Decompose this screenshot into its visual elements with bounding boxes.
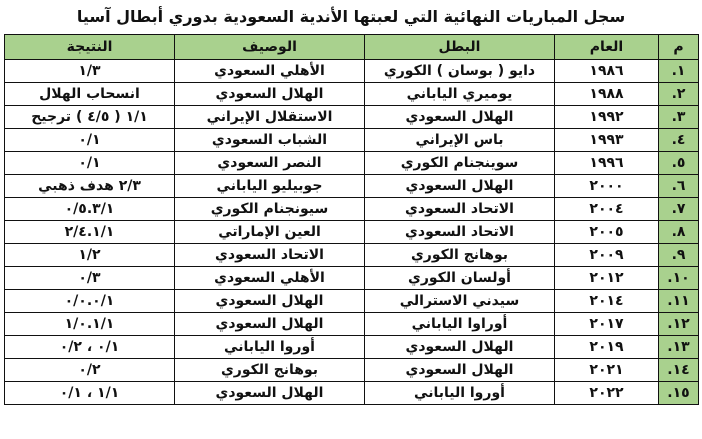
table-header-row xyxy=(5,35,699,60)
cell-runner-up: الأهلي السعودي xyxy=(175,60,365,83)
cell-year: ٢٠١٢ xyxy=(555,267,659,290)
cell-runner-up: الشباب السعودي xyxy=(175,129,365,152)
cell-champion: بوهانج الكوري xyxy=(365,244,555,267)
cell-num: .٤ xyxy=(659,129,699,152)
cell-num: .١٥ xyxy=(659,382,699,405)
cell-result: ٢/٣ هدف ذهبي xyxy=(5,175,175,198)
cell-num: .٣ xyxy=(659,106,699,129)
header-runner-up: الوصيف xyxy=(175,35,365,60)
header-champion: البطل xyxy=(365,35,555,60)
header-result: النتيجة xyxy=(5,35,175,60)
cell-champion: أوروا الياباني xyxy=(365,382,555,405)
cell-num: .٧ xyxy=(659,198,699,221)
cell-num: .٥ xyxy=(659,152,699,175)
table-row xyxy=(5,106,699,129)
table-row xyxy=(5,290,699,313)
cell-year: ١٩٩٢ xyxy=(555,106,659,129)
header-year: العام xyxy=(555,35,659,60)
cell-result: ٠/٠.٠/١ xyxy=(5,290,175,313)
header-num: م xyxy=(659,35,699,60)
cell-num: .١١ xyxy=(659,290,699,313)
table-row xyxy=(5,336,699,359)
cell-champion: سيدني الاسترالي xyxy=(365,290,555,313)
cell-champion: الهلال السعودي xyxy=(365,359,555,382)
cell-year: ١٩٩٦ xyxy=(555,152,659,175)
cell-runner-up: أوروا الياباني xyxy=(175,336,365,359)
cell-champion: أوراوا الياباني xyxy=(365,313,555,336)
cell-year: ١٩٨٦ xyxy=(555,60,659,83)
cell-result: ٠/٢ xyxy=(5,359,175,382)
cell-champion: الهلال السعودي xyxy=(365,106,555,129)
cell-runner-up: الهلال السعودي xyxy=(175,83,365,106)
table-row xyxy=(5,129,699,152)
table-row xyxy=(5,198,699,221)
cell-runner-up: الهلال السعودي xyxy=(175,313,365,336)
cell-num: .٢ xyxy=(659,83,699,106)
cell-result: ٠/١ ، ٠/٢ xyxy=(5,336,175,359)
cell-runner-up: الهلال السعودي xyxy=(175,290,365,313)
cell-result: ٠/١ xyxy=(5,152,175,175)
cell-year: ٢٠٠٩ xyxy=(555,244,659,267)
cell-num: .٦ xyxy=(659,175,699,198)
cell-num: .١ xyxy=(659,60,699,83)
cell-result: ١/١ ( ٤/٥ ) ترجيح xyxy=(5,106,175,129)
cell-champion: باس الإيراني xyxy=(365,129,555,152)
cell-num: .١٠ xyxy=(659,267,699,290)
cell-champion: دايو ( بوسان ) الكوري xyxy=(365,60,555,83)
cell-year: ٢٠١٩ xyxy=(555,336,659,359)
cell-runner-up: الاتحاد السعودي xyxy=(175,244,365,267)
table-row xyxy=(5,267,699,290)
cell-num: .١٣ xyxy=(659,336,699,359)
cell-year: ٢٠٢١ xyxy=(555,359,659,382)
cell-runner-up: العين الإماراتي xyxy=(175,221,365,244)
cell-year: ١٩٨٨ xyxy=(555,83,659,106)
cell-runner-up: سيونجنام الكوري xyxy=(175,198,365,221)
cell-num: .٨ xyxy=(659,221,699,244)
cell-result: ١/٠.١/١ xyxy=(5,313,175,336)
cell-result: ١/٣ xyxy=(5,60,175,83)
cell-runner-up: بوهانج الكوري xyxy=(175,359,365,382)
cell-result: ١/١ ، ٠/١ xyxy=(5,382,175,405)
cell-runner-up: الأهلي السعودي xyxy=(175,267,365,290)
table-row xyxy=(5,221,699,244)
cell-champion: أولسان الكوري xyxy=(365,267,555,290)
cell-result: ١/٢ xyxy=(5,244,175,267)
table-row xyxy=(5,359,699,382)
table-row xyxy=(5,175,699,198)
table-row xyxy=(5,60,699,83)
table-body xyxy=(5,60,699,405)
cell-num: .٩ xyxy=(659,244,699,267)
table-row xyxy=(5,152,699,175)
cell-year: ٢٠١٧ xyxy=(555,313,659,336)
finals-table xyxy=(4,34,699,405)
cell-runner-up: الاستقلال الإيراني xyxy=(175,106,365,129)
cell-champion: سوينجنام الكوري xyxy=(365,152,555,175)
cell-year: ١٩٩٣ xyxy=(555,129,659,152)
table-row xyxy=(5,382,699,405)
cell-result: ٠/١ xyxy=(5,129,175,152)
cell-champion: الهلال السعودي xyxy=(365,336,555,359)
cell-num: .١٤ xyxy=(659,359,699,382)
table-row xyxy=(5,244,699,267)
cell-runner-up: جوبيليو الياباني xyxy=(175,175,365,198)
table-row xyxy=(5,83,699,106)
cell-runner-up: الهلال السعودي xyxy=(175,382,365,405)
cell-year: ٢٠١٤ xyxy=(555,290,659,313)
cell-champion: الاتحاد السعودي xyxy=(365,221,555,244)
cell-runner-up: النصر السعودي xyxy=(175,152,365,175)
cell-year: ٢٠٠٤ xyxy=(555,198,659,221)
cell-champion: يوميري الياباني xyxy=(365,83,555,106)
cell-result: ٠/٣ xyxy=(5,267,175,290)
cell-year: ٢٠٠٠ xyxy=(555,175,659,198)
cell-result: ٢/٤.١/١ xyxy=(5,221,175,244)
cell-champion: الاتحاد السعودي xyxy=(365,198,555,221)
cell-champion: الهلال السعودي xyxy=(365,175,555,198)
table-row xyxy=(5,313,699,336)
cell-year: ٢٠٠٥ xyxy=(555,221,659,244)
cell-result: انسحاب الهلال xyxy=(5,83,175,106)
cell-num: .١٢ xyxy=(659,313,699,336)
cell-year: ٢٠٢٢ xyxy=(555,382,659,405)
cell-result: ٠/٥.٣/١ xyxy=(5,198,175,221)
page-title: سجل المباريات النهائية التي لعبتها الأندية السعودية بدوري أبطال آسيا xyxy=(76,7,626,26)
